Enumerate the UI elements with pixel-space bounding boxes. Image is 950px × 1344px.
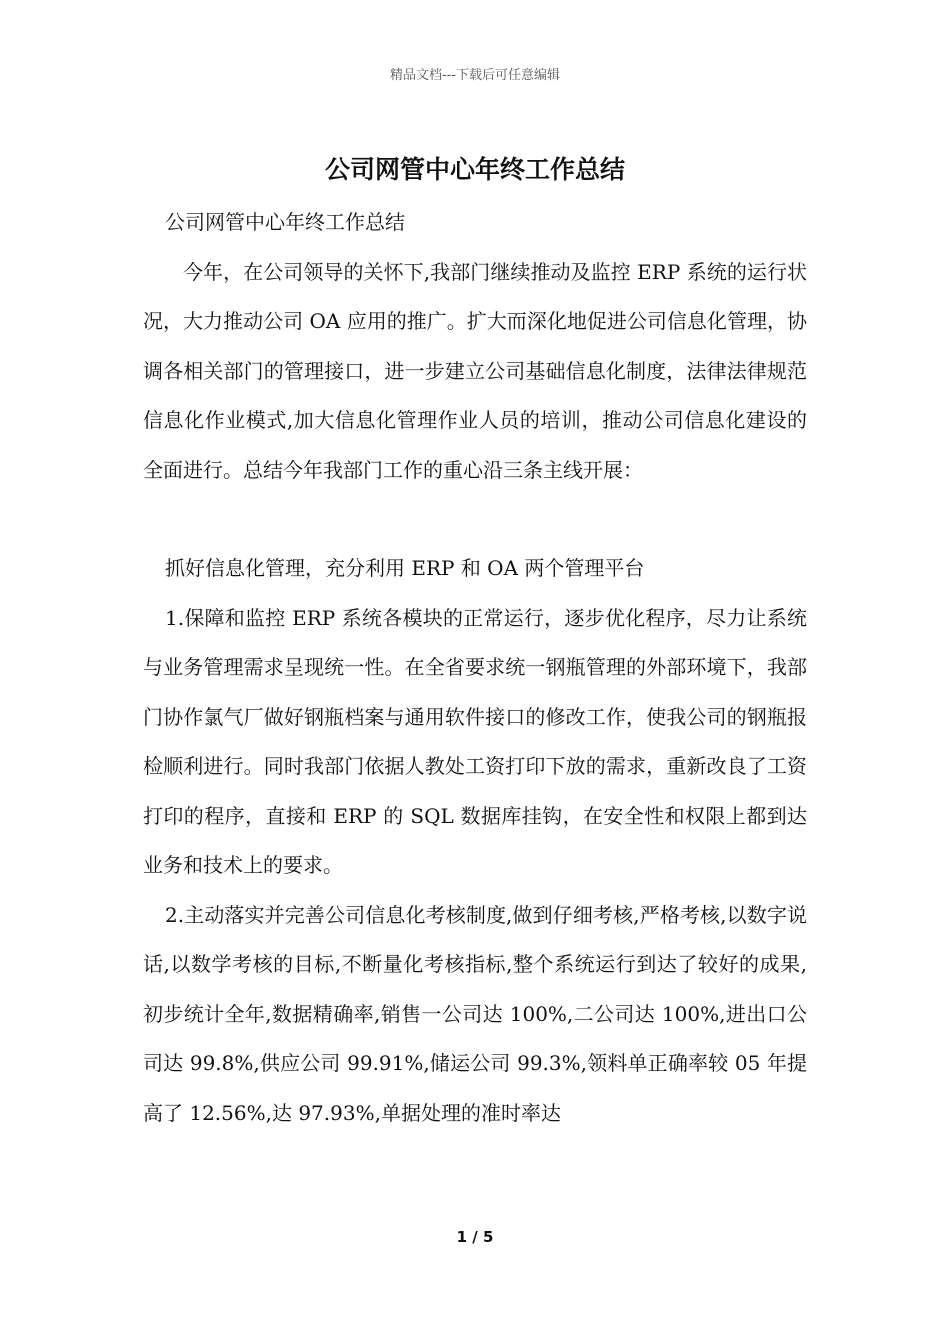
intro-paragraph: 今年，在公司领导的关怀下,我部门继续推动及监控 ERP 系统的运行状况，大力推动公司 OA 应用的推广。扩大而深化地促进公司信息化管理，协调各相关部门的管理接口，进一步建立公司基础信息化制度，法律法律规范信息化作业模式,加大信息化管理作业人员的培训，推动公司信息化建设的全面进行。总结今年我部门工作的重心沿三条主线开展： <box>143 259 807 482</box>
document-body <box>143 198 807 1138</box>
list-item-1: 1.保障和监控 ERP 系统各模块的正常运行，逐步优化程序，尽力让系统与业务管理需求呈现统一性。在全省要求统一钢瓶管理的外部环境下，我部门协作氯气厂做好钢瓶档案与通用软件接口的修改工作，使我公司的钢瓶报检顺利进行。同时我部门依据人教处工资打印下放的需求，重新改良了工资打印的程序，直接和 ERP 的 SQL 数据库挂钩，在安全性和权限上都到达业务和技术上的要求。 <box>143 605 807 877</box>
document-title: 公司网管中心年终工作总结 <box>324 155 625 184</box>
header-note: 精品文档---下载后可任意编辑 <box>389 68 561 83</box>
page-number: 1 / 5 <box>456 1228 494 1246</box>
list-item-2: 2.主动落实并完善公司信息化考核制度,做到仔细考核,严格考核,以数字说话,以数学考核的目标,不断量化考核指标,整个系统运行到达了较好的成果,初步统计全年,数据精确率,销售一公司达 100%,二公司达 100%,进出口公司达 99.8%,供应公司 99.91%,储运公司 99.3%,领料单正确率较 05 年提高了 12.56%,达 97.93%,单据处理的准时率达 <box>143 902 807 1125</box>
document-subtitle: 公司网管中心年终工作总结 <box>165 210 405 234</box>
section-heading: 抓好信息化管理，充分利用 ERP 和 OA 两个管理平台 <box>165 556 645 580</box>
